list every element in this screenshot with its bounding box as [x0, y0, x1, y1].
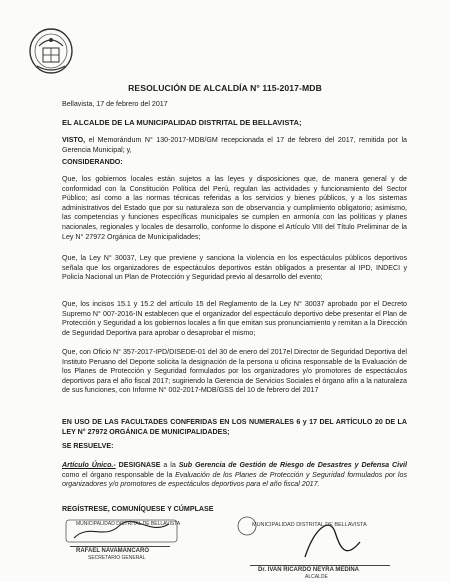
visto-label: VISTO,	[62, 136, 86, 144]
municipal-seal-logo	[27, 26, 75, 76]
paragraph-4: Que, con Oficio N° 357-2017-IPD/DISEDE-01 del 30 de enero del 2017el Director de Seguridad Deportiva del Instituto Peruano del Deporte solicita la designación de la persona u oficina responsable de la Evaluación de los Planes de Protección y Seguridad formulados por los organizadores y/o promotores de espectáculos deportivos para el año fiscal 2017; sugiriendo la Gerencia de Servicios Sociales el órgano afín a la naturaleza de sus funciones, con Informe N° 002-2017-MDB/GSS del 10 de febrero del 2017	[62, 348, 407, 395]
right-signer-name: Dr. IVAN RICARDO NEYRA MEDINA	[258, 567, 360, 573]
visto-paragraph	[62, 136, 407, 155]
document-title: RESOLUCIÓN DE ALCALDÍA N° 115-2017-MDB	[128, 83, 322, 93]
article-a-la: a la	[160, 461, 179, 469]
closing-line: REGÍSTRESE, COMUNÍQUESE Y CÚMPLASE	[62, 505, 214, 513]
left-signer-role: SECRETARIO GENERAL	[88, 555, 146, 561]
left-signature-line	[70, 546, 170, 547]
article-rest: como el órgano responsable de la	[62, 470, 176, 479]
article-evaluation: Evaluación de los Planes de Protección y Seguridad formulados por los organizadores y/o promotores de espectáculos deportivos para el año fiscal 2017.	[62, 470, 407, 489]
article-office: Sub Gerencia de Gestión de Riesgo de Desastres y Defensa Civil	[178, 461, 407, 469]
paragraph-3: Que, los incisos 15.1 y 15.2 del artículo 15 del Reglamento de la Ley N° 30037 aprobado por el Decreto Supremo N° 007-2016-IN establecen que el organizador del espectáculo deportivo debe presentar el Plan de Protección y Seguridad a los gobiernos locales a fin que emitan sus pronunciamiento y remitan a la Dirección de Seguridad Deportiva para aprobar o desaprobar el mismo;	[62, 300, 407, 337]
right-signature-line	[250, 565, 390, 566]
visto-text: el Memorándum N° 130-2017-MDB/GM recepcionada el 17 de febrero del 2017, remitida por la Gerencia Municipal; y,	[62, 136, 407, 154]
left-stamp-text: MUNICIPALIDAD DISTRITAL DE BELLAVISTA	[76, 521, 181, 527]
paragraph-2: Que, la Ley N° 30037, Ley que previene y sanciona la violencia en los espectáculos públicos deportivos señala que los organizadores de espectáculos deportivos están obligados a presentar al IPD, INDECI y Policía Nacional un Plan de Protección y Seguridad previo al desarrollo del evento;	[62, 254, 407, 282]
facultades-heading: EN USO DE LAS FACULTADES CONFERIDAS EN LOS NUMERALES 6 y 17 DEL ARTÍCULO 20 DE LA LEY N° 27972 ORGÁNICA DE MUNICIPALIDADES;	[62, 418, 407, 436]
paragraph-1: Que, los gobiernos locales están sujetos a las leyes y disposiciones que, de manera general y de conformidad con la Constitución Política del Perú, regulan las actividades y funcionamiento del Sector Público; así como a las normas técnicas referidas a los servicios y bienes públicos, y a los sistemas administrativos del Estado que por su naturaleza son de observancia y cumplimiento obligatorio; asimismo, las competencias y funciones específicas municipales se cumplen en armonía con las políticas y planes nacionales, regionales y locales de desarrollo, conforme lo dispone el Artículo VIII del Título Preliminar de la Ley N° 27972 Orgánica de Municipalidades;	[62, 175, 407, 241]
left-signer-name: RAFAEL NAVAMANCARO	[76, 548, 149, 554]
article-designa: DESIGNASE	[115, 461, 161, 469]
right-stamp-graphic	[235, 512, 395, 562]
article-label: Artículo Único.-	[62, 461, 116, 469]
considerando-heading: CONSIDERANDO:	[62, 158, 123, 166]
authority-heading: EL ALCALDE DE LA MUNICIPALIDAD DISTRITAL DE BELLAVISTA;	[62, 118, 302, 127]
article-unico	[62, 461, 407, 490]
se-resuelve-heading: SE RESUELVE:	[62, 442, 114, 450]
date-line: Bellavista, 17 de febrero del 2017	[62, 100, 168, 108]
right-signer-role: ALCALDE	[305, 574, 328, 580]
right-stamp-text: MUNICIPALIDAD DISTRITAL DE BELLAVISTA	[252, 522, 367, 528]
